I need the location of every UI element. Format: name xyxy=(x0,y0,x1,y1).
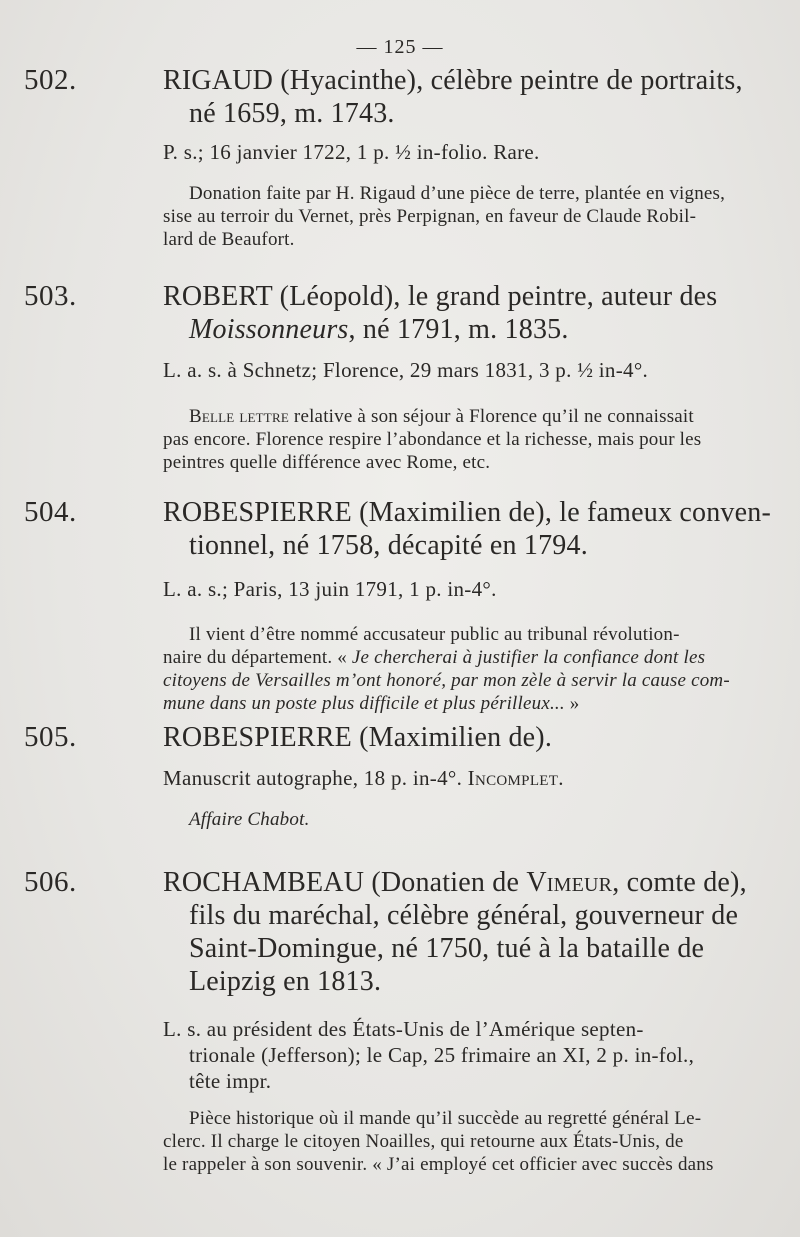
note-line: clerc. Il charge le citoyen Noailles, qui retourne aux États-Unis, de xyxy=(163,1131,684,1152)
description-smallcaps: Incomplet. xyxy=(467,766,564,790)
heading-smallcaps: Vimeur xyxy=(526,867,613,898)
heading-line-rest: , né 1791, m. 1835. xyxy=(348,314,569,345)
heading-line: RIGAUD (Hyacinthe), célèbre peintre de portraits, xyxy=(163,65,743,96)
note-line: Donation faite par H. Rigaud d’une pièce de terre, plantée en vignes, xyxy=(189,183,726,204)
entry-note xyxy=(163,808,789,831)
description-text: P. s.; 16 janvier 1722, 1 p. ½ in-folio. Rare. xyxy=(163,140,540,164)
note-quote: Je chercherai à justifier la confiance dont les xyxy=(351,647,706,668)
entry-heading xyxy=(163,280,793,346)
description-line: tête impr. xyxy=(189,1069,272,1093)
note-line xyxy=(163,692,789,715)
entry-number: 502. xyxy=(24,64,77,96)
note-line: Affaire Chabot. xyxy=(189,809,310,830)
heading-line: né 1659, m. 1743. xyxy=(189,98,395,129)
entry-note xyxy=(163,405,789,474)
description-line: trionale (Jefferson); le Cap, 25 frimaire an XI, 2 p. in-fol., xyxy=(189,1043,695,1067)
heading-line: fils du maréchal, célèbre général, gouverneur de xyxy=(189,900,739,931)
entry-description xyxy=(163,139,793,165)
description-text: Manuscrit autographe, 18 p. in-4°. xyxy=(163,766,468,790)
note-line xyxy=(163,405,789,428)
note-line-rest: relative à son séjour à Florence qu’il ne connaissait xyxy=(288,406,694,427)
heading-line: Leipzig en 1813. xyxy=(189,966,382,997)
note-quote: mune dans un poste plus difficile et plus périlleux... xyxy=(163,693,565,714)
note-quote: citoyens de Versailles m’ont honoré, par mon zèle à servir la cause com- xyxy=(163,670,730,691)
note-line: le rappeler à son souvenir. « J’ai employé cet officier avec succès dans xyxy=(163,1154,714,1175)
heading-line: ROBESPIERRE (Maximilien de), le fameux conven- xyxy=(163,497,771,528)
note-line: lard de Beaufort. xyxy=(163,229,295,250)
note-line: peintres quelle différence avec Rome, etc. xyxy=(163,452,491,473)
note-smallcaps: Belle lettre xyxy=(189,406,289,427)
entry-number: 503. xyxy=(24,280,77,312)
heading-line xyxy=(163,313,793,346)
note-line: pas encore. Florence respire l’abondance et la richesse, mais pour les xyxy=(163,429,702,450)
entry-description xyxy=(163,576,793,602)
entry-description xyxy=(163,765,793,791)
description-line: L. s. au président des États-Unis de l’Amérique septen- xyxy=(163,1017,644,1041)
page-number: — 125 — xyxy=(356,36,444,58)
note-line: sise au terroir du Vernet, près Perpignan, en faveur de Claude Robil- xyxy=(163,206,697,227)
entry-note xyxy=(163,182,789,251)
entry-number: 506. xyxy=(24,866,77,898)
entry-heading xyxy=(163,64,793,130)
note-line xyxy=(163,646,789,669)
heading-italic-title: Moissonneurs xyxy=(189,314,349,345)
note-line: Pièce historique où il mande qu’il succède au regretté général Le- xyxy=(189,1108,702,1129)
heading-line: tionnel, né 1758, décapité en 1794. xyxy=(189,530,588,561)
heading-line xyxy=(163,867,747,898)
heading-line: ROBESPIERRE (Maximilien de). xyxy=(163,722,553,753)
entry-heading xyxy=(163,721,793,754)
entry-heading xyxy=(163,496,793,562)
heading-line: ROBERT (Léopold), le grand peintre, auteur des xyxy=(163,281,718,312)
heading-part: , comte de), xyxy=(612,867,747,898)
heading-line: Saint-Domingue, né 1750, tué à la bataille de xyxy=(189,933,705,964)
note-line: Il vient d’être nommé accusateur public au tribunal révolution- xyxy=(189,624,680,645)
entry-description xyxy=(163,357,793,383)
entry-number: 504. xyxy=(24,496,77,528)
entry-number: 505. xyxy=(24,721,77,753)
entry-description xyxy=(163,1016,793,1094)
entry-note xyxy=(163,623,789,715)
description-text: L. a. s.; Paris, 13 juin 1791, 1 p. in-4°. xyxy=(163,577,497,601)
entry-heading xyxy=(163,866,793,998)
heading-part: ROCHAMBEAU (Donatien de xyxy=(163,867,527,898)
description-text: L. a. s. à Schnetz; Florence, 29 mars 1831, 3 p. ½ in-4°. xyxy=(163,358,649,382)
note-quote-end: » xyxy=(564,693,580,714)
note-line-plain: naire du département. « xyxy=(163,647,352,668)
entry-note xyxy=(163,1107,789,1176)
